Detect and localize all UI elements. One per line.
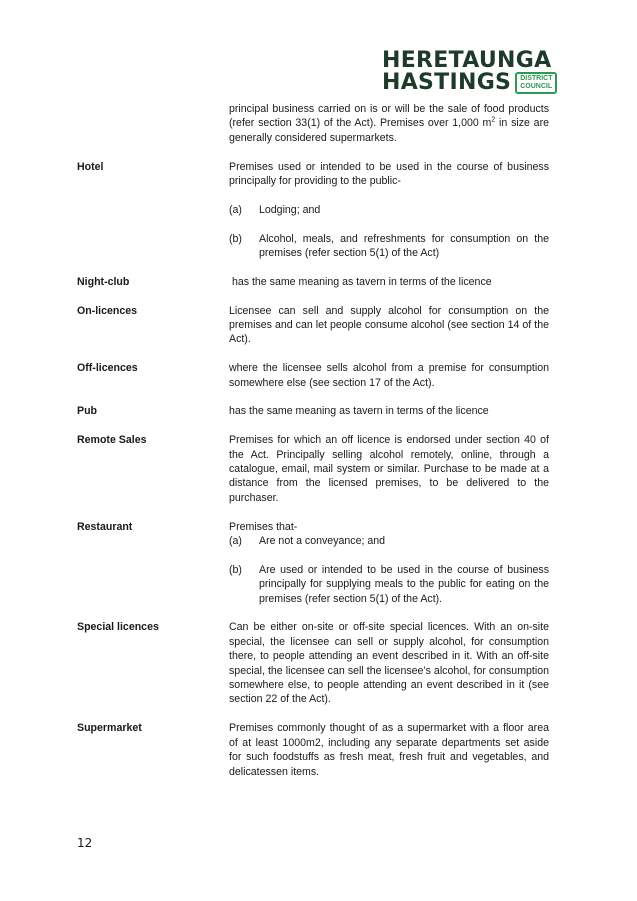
continuation-text-b: in size are generally considered supermarkets. (229, 117, 549, 144)
hotel-item-b (229, 232, 549, 261)
term-special-licences: Special licences (77, 621, 159, 634)
entry-special-licences (77, 620, 549, 706)
term-off-licences: Off-licences (77, 362, 138, 375)
definition-special-licences: Can be either on-site or off-site special licences. With an on-site special, the licensee can sell or supply alcohol, for consumption there, to people attending an event described in it. With an off-site special, the licensee can sell the licensee’s alcohol, for consumption somewhere else, to people attending an event described in it (see section 22 of the Act). (229, 621, 549, 706)
entry-pub (77, 404, 549, 418)
continuation-text (229, 102, 549, 145)
restaurant-item-a (229, 534, 549, 548)
entry-remote-sales (77, 433, 549, 505)
term-restaurant: Restaurant (77, 520, 133, 533)
entry-hotel (77, 160, 549, 261)
council-logo (382, 50, 552, 94)
definition-restaurant: Premises that- (229, 520, 298, 533)
definition-pub: has the same meaning as tavern in terms of the licence (229, 405, 489, 418)
entry-night-club (77, 275, 549, 289)
logo-line2 (382, 72, 552, 94)
item-text: Alcohol, meals, and refreshments for consumption on the premises (refer section 5(1) of the Act) (259, 232, 549, 260)
item-text: Are used or intended to be used in the course of business principally for supplying meals to the public for eating on the premises (refer section 5(1) of the Act). (259, 563, 549, 605)
definition-hotel: Premises used or intended to be used in the course of business principally for providing to the public- (229, 160, 549, 188)
item-marker: (a) (229, 203, 242, 216)
continuation-text-a: principal business carried on is or will be the sale of food products (refer section 33(1) of the Act). Premises over 1,000 m (229, 103, 549, 130)
logo-badge-district: DISTRICT (520, 75, 553, 82)
term-remote-sales: Remote Sales (77, 434, 147, 447)
entry-on-licences (77, 304, 549, 347)
logo-badge-council: COUNCIL (520, 83, 553, 90)
entry-restaurant (77, 520, 549, 606)
definition-on-licences: Licensee can sell and supply alcohol for consumption on the premises and can let people consume alcohol (see section 14 of the Act). (229, 304, 549, 346)
term-pub: Pub (77, 405, 98, 418)
definition-night-club: has the same meaning as tavern in terms of the licence (229, 275, 492, 288)
hotel-item-a (229, 203, 549, 217)
item-marker: (b) (229, 563, 242, 576)
superscript: 2 (491, 116, 496, 124)
entry-continuation (77, 102, 549, 145)
page-number: 12 (77, 836, 93, 850)
entry-supermarket (77, 721, 549, 779)
term-supermarket: Supermarket (77, 722, 142, 735)
term-hotel: Hotel (77, 160, 104, 173)
restaurant-item-b (229, 563, 549, 606)
definition-supermarket: Premises commonly thought of as a supermarket with a floor area of at least 1000m2, including any separate departments set aside for such foodstuffs as fresh meat, fresh fruit and vegetables, and delicatessen items. (229, 722, 549, 778)
item-marker: (b) (229, 232, 242, 245)
definition-remote-sales: Premises for which an off licence is endorsed under section 40 of the Act. Principally selling alcohol remotely, online, through a catalogue, email, mail system or similar. Purchase to be made at a distance from the licensed premises, to be delivered to the purchaser. (229, 434, 549, 504)
item-marker: (a) (229, 535, 242, 548)
glossary (77, 102, 549, 779)
item-text: Are not a conveyance; and (259, 535, 386, 548)
logo-district-council-badge (515, 72, 557, 94)
entry-off-licences (77, 361, 549, 390)
logo-hastings: HASTINGS (382, 70, 512, 95)
item-text: Lodging; and (259, 203, 321, 216)
logo-heretaunga: HERETAUNGA (382, 48, 552, 73)
term-on-licences: On-licences (77, 304, 138, 317)
definition-off-licences: where the licensee sells alcohol from a premise for consumption somewhere else (see section 17 of the Act). (229, 362, 549, 389)
term-night-club: Night-club (77, 275, 130, 288)
